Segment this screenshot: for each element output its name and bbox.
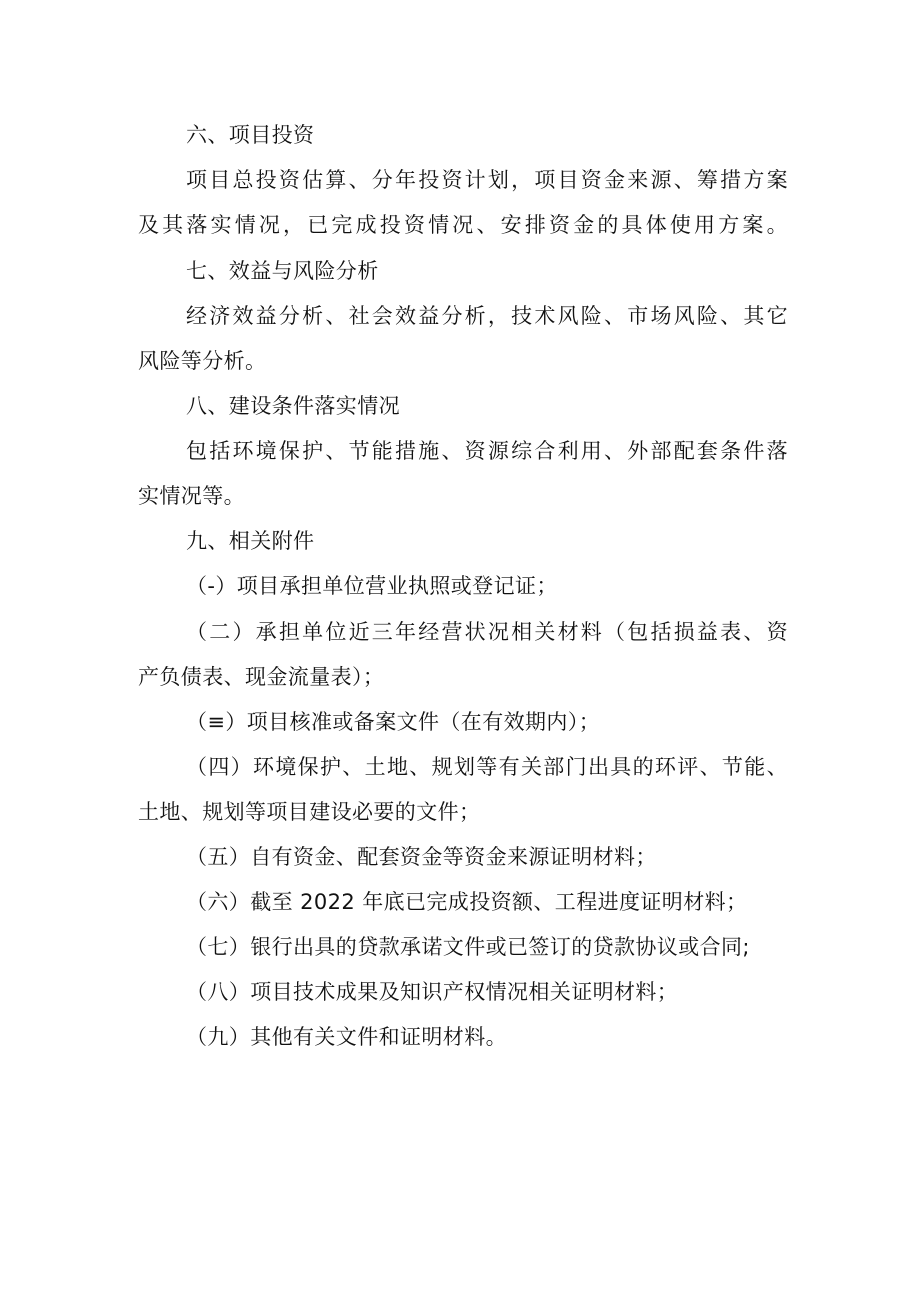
section-body-benefit-risk-line2: 风险等分析。	[138, 349, 267, 373]
section-body-benefit-risk-line1: 经济效益分析、社会效益分析，技术风险、市场风险、其它	[186, 304, 788, 328]
attachment-item-3: （≡）项目核准或备案文件（在有效期内）；	[186, 710, 601, 734]
section-heading-attachments: 九、相关附件	[186, 529, 315, 553]
section-body-construction-conditions-line1: 包括环境保护、节能措施、资源综合利用、外部配套条件落	[186, 439, 788, 463]
attachment-item-6: （六）截至 2022 年底已完成投资额、工程进度证明材料；	[186, 890, 748, 914]
attachment-item-7: （七）银行出具的贷款承诺文件或已签订的贷款协议或合同;	[186, 935, 750, 959]
section-body-investment-line1: 项目总投资估算、分年投资计划，项目资金来源、筹措方案	[186, 168, 788, 192]
section-heading-benefit-risk: 七、效益与风险分析	[186, 259, 379, 283]
attachment-item-4-line1: （四）环境保护、土地、规划等有关部门出具的环评、节能、	[186, 755, 788, 779]
section-body-construction-conditions-line2: 实情况等。	[138, 484, 245, 508]
attachment-item-1: （-）项目承担单位营业执照或登记证；	[186, 574, 558, 598]
attachment-item-9: （九）其他有关文件和证明材料。	[186, 1025, 507, 1049]
section-heading-construction-conditions: 八、建设条件落实情况	[186, 394, 400, 418]
attachment-item-2-line2: 产负债表、现金流量表）；	[138, 665, 385, 689]
section-body-investment-line2: 及其落实情况，已完成投资情况、安排资金的具体使用方案。	[138, 213, 788, 237]
attachment-item-5: （五）自有资金、配套资金等资金来源证明材料；	[186, 845, 657, 869]
section-heading-investment: 六、项目投资	[186, 123, 315, 147]
attachment-item-8: （八）项目技术成果及知识产权情况相关证明材料；	[186, 980, 679, 1004]
attachment-item-2-line1: （二）承担单位近三年经营状况相关材料（包括损益表、资	[186, 620, 788, 644]
attachment-item-4-line2: 土地、规划等项目建设必要的文件；	[138, 800, 481, 824]
